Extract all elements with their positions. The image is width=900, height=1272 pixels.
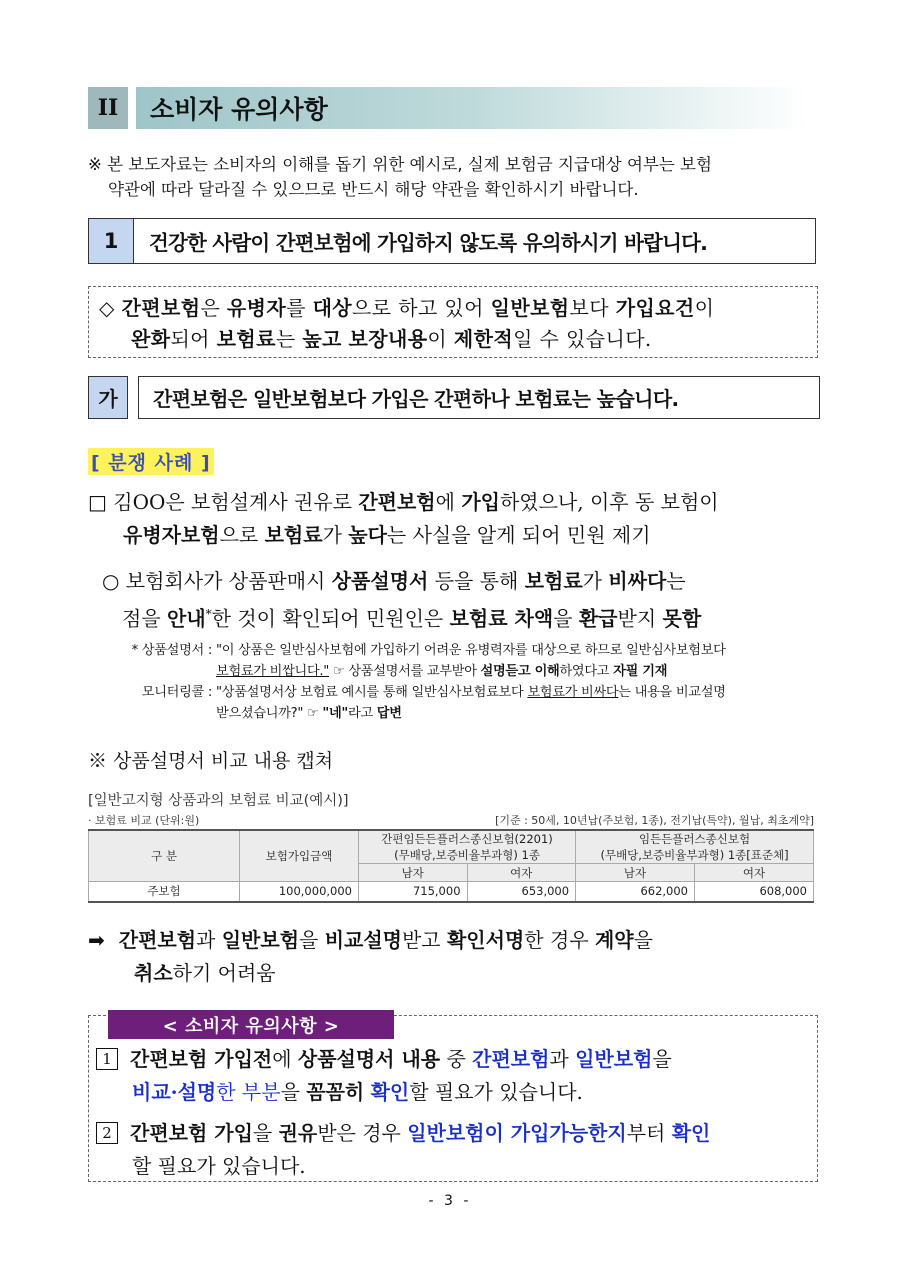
detail-paragraph: ○ 보험회사가 상품판매시 상품설명서 등을 통해 보험료가 비싸다는 점을 안내*한 것이 확인되어 민원인은 보험료 차액을 환급받지 못함 bbox=[102, 569, 702, 631]
diamond-bullet-icon: ◇ bbox=[99, 296, 115, 320]
warning-item-1: 1 간편보험 가입전에 상품설명서 내용 중 간편보험과 일반보험을 비교·설명한 부분을 꼼꼼히 확인할 필요가 있습니다. bbox=[96, 1043, 816, 1109]
number-box-icon: 1 bbox=[96, 1048, 118, 1070]
heading-2 bbox=[88, 376, 820, 419]
footnote: * 상품설명서 : "이 상품은 일반심사보험에 가입하기 어려운 유병력자를 대상으로 하므로 일반심사보험보다 보험료가 비쌉니다." ☞ 상품설명서를 교부받아 설명듣고 이해하였다고 자필 기재 모니터링콜 : "상품설명서상 보험료 예시를 통해 일반심사보험료보다 보험료가 비싸다는 내용을 비교설명 받으셨습니까?" ☞ "네"라고 답변 bbox=[131, 643, 726, 721]
table-header-product-2: 임든든플러스종신보험 (무배당,보증비율부과형) 1종[표준체] bbox=[576, 830, 814, 864]
capture-title: ※ 상품설명서 비교 내용 캡쳐 bbox=[88, 750, 334, 772]
consumer-warning-label: < 소비자 유의사항 > bbox=[108, 1010, 394, 1039]
page-number: - 3 - bbox=[428, 1193, 472, 1209]
table-header-male-1: 남자 bbox=[359, 864, 468, 882]
table-basis: [기준 : 50세, 10년납(주보험, 1종), 전기납(특약), 월납, 최초계약] bbox=[495, 814, 814, 827]
table-header-gubun: 구 분 bbox=[89, 830, 240, 882]
disclaimer-note: ※ 본 보도자료는 소비자의 이해를 돕기 위한 예시로, 실제 보험금 지급대상 여부는 보험 약관에 따라 달라질 수 있으므로 반드시 해당 약관을 확인하시기 바랍니다. bbox=[88, 155, 712, 199]
table-header-female-2: 여자 bbox=[695, 864, 814, 882]
table-header-female-1: 여자 bbox=[467, 864, 576, 882]
heading-1 bbox=[88, 218, 816, 264]
heading-2-number: 가 bbox=[88, 376, 128, 419]
table-title: [일반고지형 상품과의 보험료 비교(예시)] bbox=[88, 793, 349, 809]
section-title: 소비자 유의사항 bbox=[136, 87, 808, 129]
heading-2-text: 간편보험은 일반보험보다 가입은 간편하나 보험료는 높습니다. bbox=[138, 376, 820, 419]
section-number: II bbox=[88, 87, 128, 129]
table-row: 주보험 100,000,000 715,000 653,000 662,000 608,000 bbox=[89, 882, 814, 902]
premium-comparison-table bbox=[88, 829, 814, 903]
table-header-product-1: 간편임든든플러스종신보험(2201) (무배당,보증비율부과형) 1종 bbox=[359, 830, 576, 864]
warning-item-2: 2 간편보험 가입을 권유받은 경우 일반보험이 가입가능한지부터 확인 할 필요가 있습니다. bbox=[96, 1117, 816, 1183]
square-bullet-icon: □ bbox=[88, 490, 107, 514]
conclusion-paragraph: ➡ 간편보험과 일반보험을 비교설명받고 확인서명한 경우 계약을 취소하기 어려움 bbox=[88, 928, 653, 985]
case-label: [ 분쟁 사례 ] bbox=[88, 448, 214, 475]
summary-box: ◇ 간편보험은 유병자를 대상으로 하고 있어 일반보험보다 가입요건이 완화되어 보험료는 높고 보장내용이 제한적일 수 있습니다. bbox=[88, 286, 818, 358]
table-header-male-2: 남자 bbox=[576, 864, 695, 882]
table-subtitle: · 보험료 비교 (단위:원) bbox=[88, 814, 200, 827]
circle-bullet-icon: ○ bbox=[102, 569, 120, 593]
heading-1-text: 건강한 사람이 간편보험에 가입하지 않도록 유의하시기 바랍니다. bbox=[149, 231, 708, 255]
arrow-right-icon: ➡ bbox=[88, 928, 105, 952]
table-header-amount: 보험가입금액 bbox=[240, 830, 359, 882]
heading-1-number: 1 bbox=[89, 219, 134, 263]
case-paragraph: □ 김OO은 보험설계사 권유로 간편보험에 가입하였으나, 이후 동 보험이 유병자보험으로 보험료가 높다는 사실을 알게 되어 민원 제기 bbox=[88, 490, 719, 547]
section-header bbox=[88, 87, 808, 129]
number-box-icon: 2 bbox=[96, 1122, 118, 1144]
